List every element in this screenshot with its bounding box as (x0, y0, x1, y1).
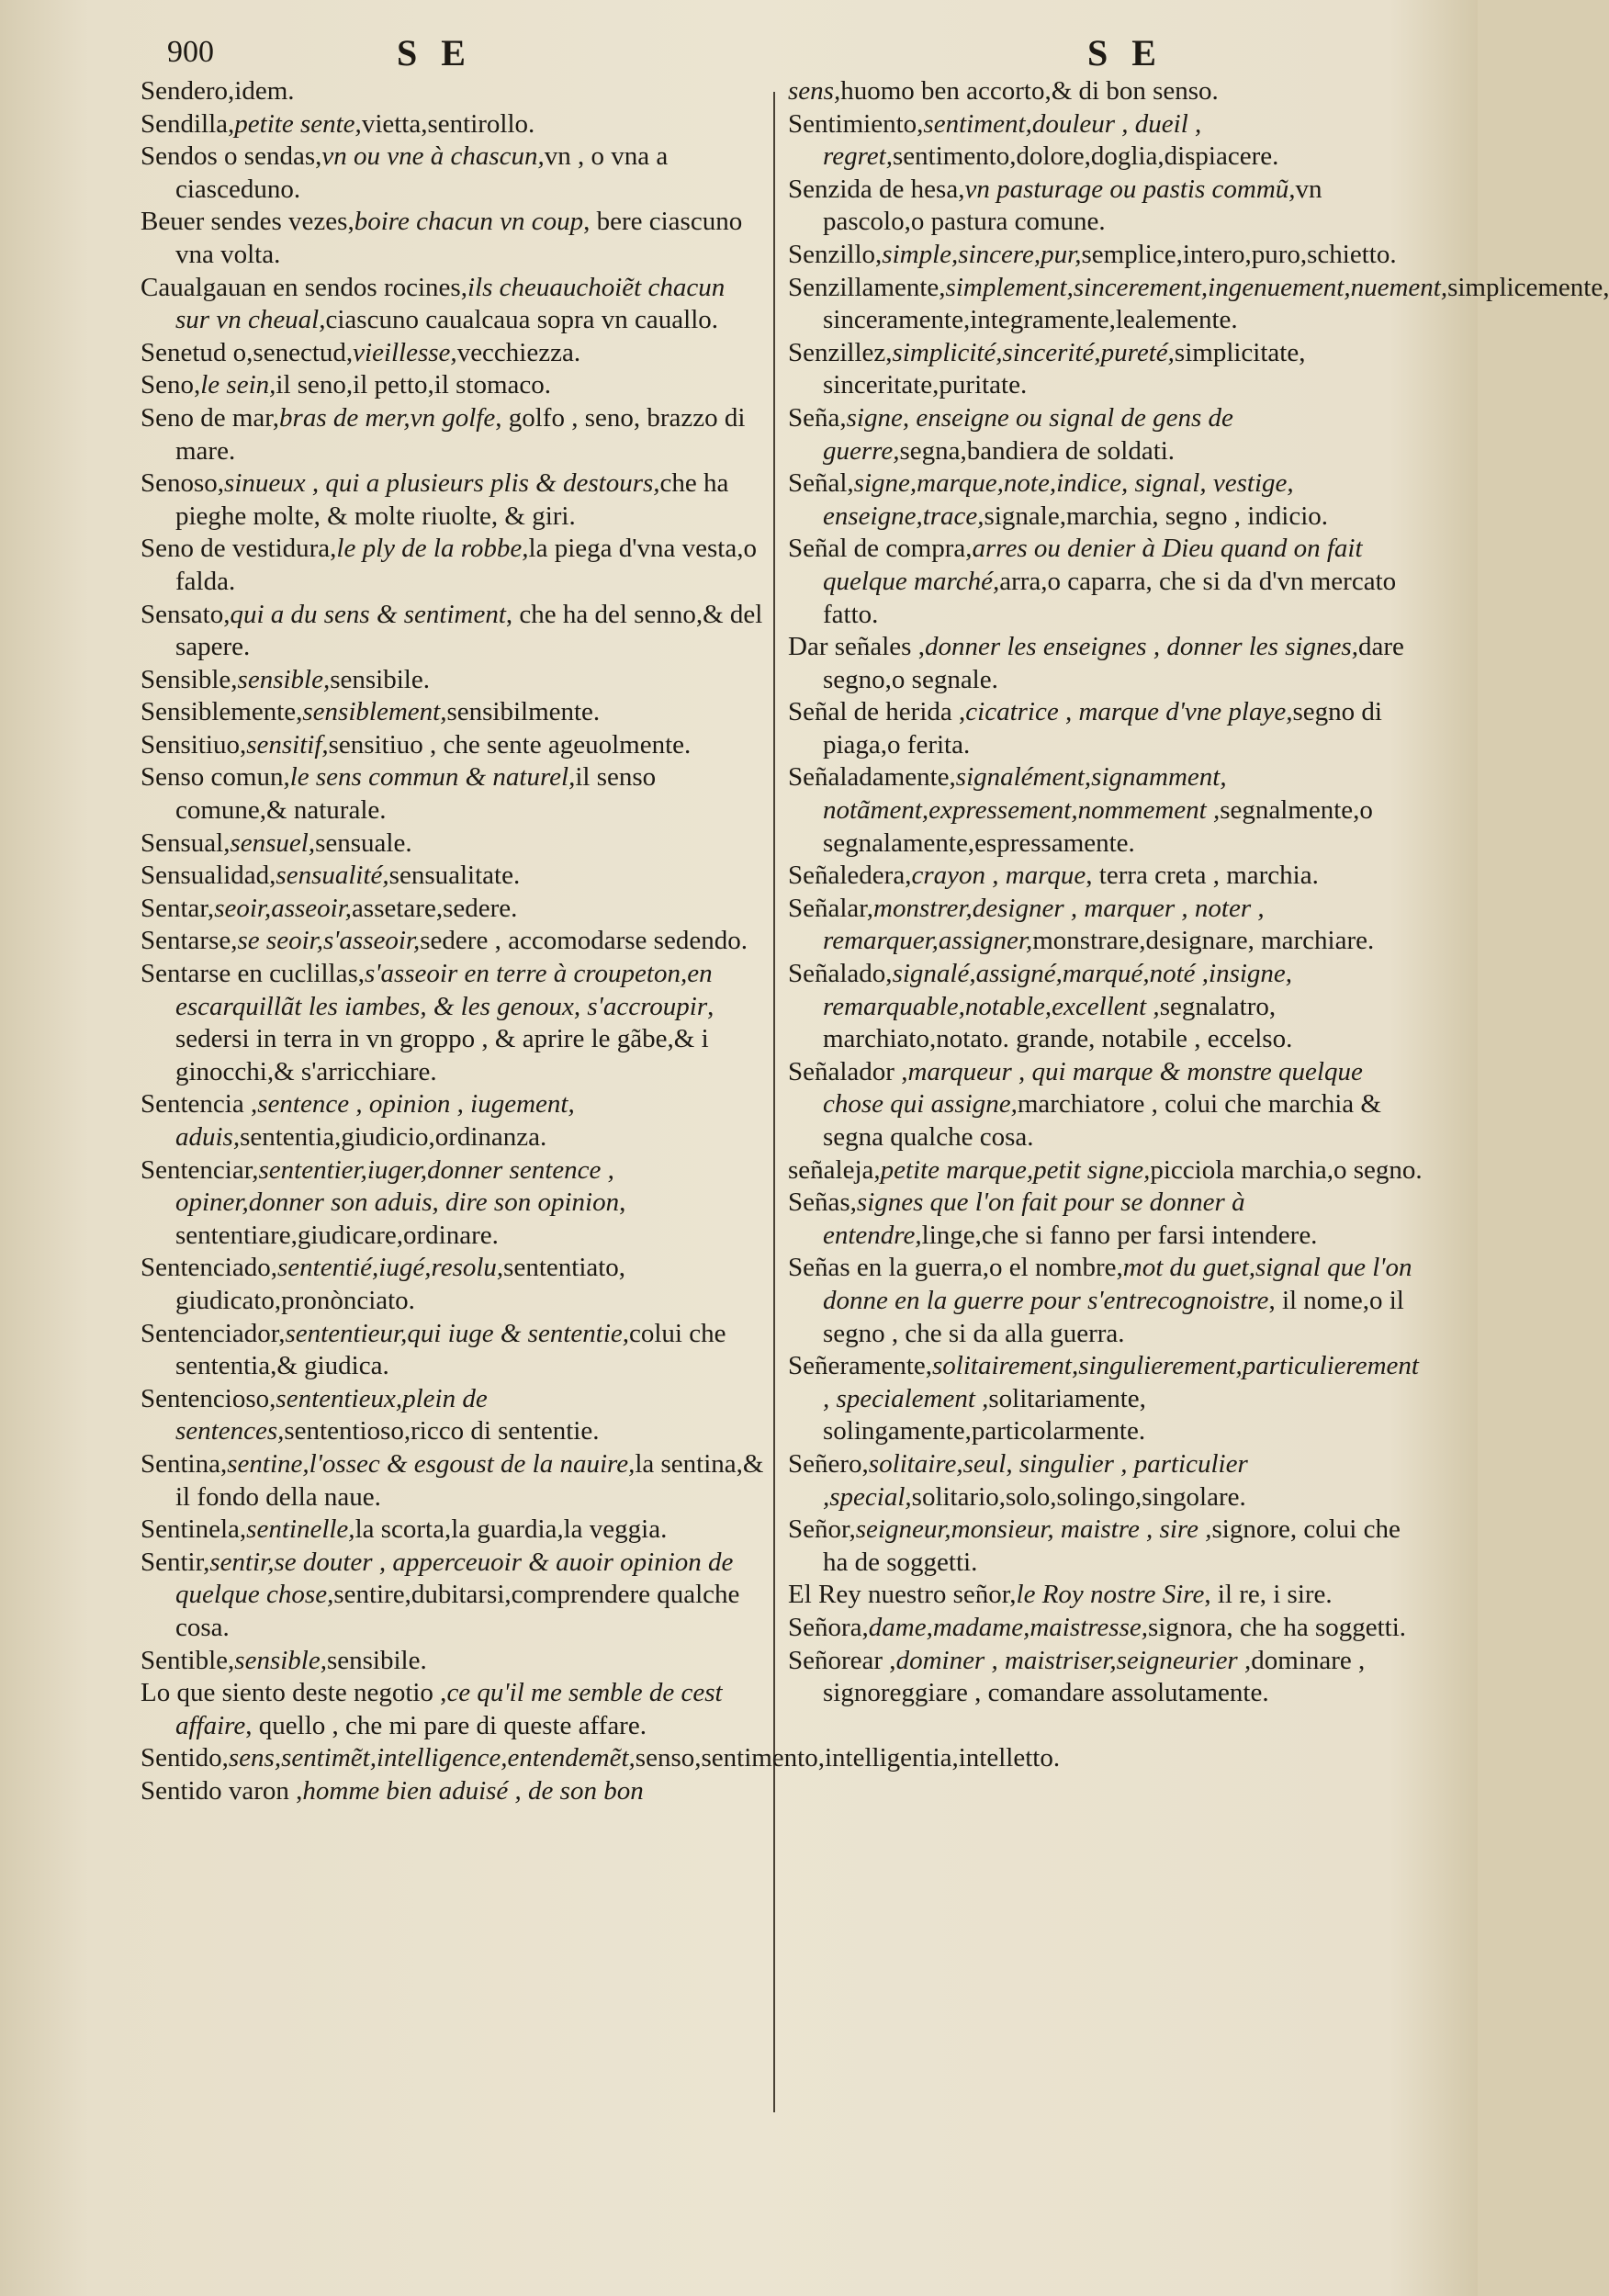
page-header (0, 28, 1478, 73)
dictionary-entry (141, 1252, 765, 1317)
italian-translation: il seno,il petto,il stomaco. (276, 370, 552, 400)
headword: Seno, (141, 370, 201, 400)
italian-translation: la scorta,la guardia,la veggia. (354, 1514, 668, 1545)
french-translation: monstrer,designer , marquer , noter , remarquer,assigner, (823, 893, 1265, 956)
dictionary-entry (788, 402, 1423, 467)
italian-translation: sentimento,dolore,doglia,dispiacere. (892, 141, 1279, 172)
dictionary-entry (788, 337, 1423, 402)
french-translation: mot du guet,signal que l'on donne en la guerre pour s'entrecognoistre (823, 1253, 1412, 1315)
headword: Sentir, (141, 1547, 210, 1577)
dictionary-entry (141, 1645, 765, 1678)
headword: Senzillo, (788, 239, 883, 269)
french-translation: vieillesse, (353, 337, 457, 367)
italian-translation: sensibile. (330, 664, 430, 694)
italian-translation: , sententiare,giudicare,ordinare. (175, 1187, 626, 1250)
french-translation: marqueur , qui marque & monstre quelque chose qui assigne, (823, 1056, 1363, 1120)
italian-translation: simplicitate, sinceritate,puritate. (823, 337, 1306, 400)
french-translation: crayon , marque (911, 861, 1086, 891)
dictionary-entry (141, 467, 765, 533)
dictionary-entry (141, 272, 765, 337)
dictionary-entry (141, 1318, 765, 1383)
dictionary-entry (141, 1383, 765, 1448)
french-translation: signalément,signamment, notãment,expressement,nommement , (823, 762, 1227, 826)
dictionary-entry (141, 761, 765, 827)
headword: Señeramente, (788, 1351, 933, 1381)
dictionary-entry (141, 599, 765, 664)
headword: Sensiblemente, (141, 697, 303, 727)
french-translation: sententié,iugé,resolu, (276, 1253, 504, 1283)
headword: Señorear , (788, 1645, 896, 1675)
french-translation: dominer , maistriser,seigneurier , (895, 1645, 1252, 1675)
headword: Beuer sendes vezes, (141, 207, 354, 237)
headword: señaleja, (788, 1154, 881, 1185)
headword: Sendilla, (141, 108, 235, 139)
french-translation: sinueux , qui a plusieurs plis & destours, (224, 468, 660, 499)
headword: Sensible, (141, 664, 238, 694)
dictionary-entry (788, 1579, 1423, 1612)
french-translation: simple,sincere,pur, (882, 239, 1082, 269)
dictionary-entry (141, 893, 765, 926)
italian-translation: sententia,giudicio,ordinanza. (240, 1122, 547, 1152)
italian-translation: , il re, i sire. (1204, 1580, 1333, 1610)
italian-translation: marchiatore , colui che marchia & segna qualche cosa. (823, 1089, 1381, 1152)
french-translation: seigneur,monsieur, maistre , sire , (855, 1514, 1212, 1545)
headword: Sentencia , (141, 1089, 258, 1120)
headword: Senetud o,senectud, (141, 337, 354, 367)
dictionary-entry (141, 533, 765, 598)
headword: Señal de compra, (788, 534, 973, 564)
dictionary-entry (788, 174, 1423, 239)
italian-translation: vecchiezza. (456, 337, 581, 367)
dictionary-entry (788, 1154, 1423, 1187)
dictionary-entry (788, 75, 1423, 108)
italian-translation: simplicemente, sinceramente,integramente,lealemente. (823, 272, 1609, 335)
french-translation: sens,sentimẽt,intelligence,entendemẽt, (228, 1743, 636, 1773)
french-translation: donner les enseignes , donner les signes, (924, 632, 1358, 662)
french-translation: le sens commun & naturel, (289, 762, 576, 793)
dictionary-entry (141, 1514, 765, 1547)
headword: Seno de vestidura, (141, 534, 337, 564)
dictionary-entry (788, 1056, 1423, 1154)
italian-translation: semplice,intero,puro,schietto. (1081, 239, 1397, 269)
dictionary-entry (141, 860, 765, 893)
headword: Señalado, (788, 959, 893, 989)
french-translation: sentinelle, (246, 1514, 355, 1545)
dictionary-entry (141, 1742, 1061, 1775)
headword: Sentimiento, (788, 108, 924, 139)
headword: Lo que siento deste negotio , (141, 1678, 447, 1708)
italian-translation: solitario,solo,solingo,singolare. (911, 1481, 1246, 1512)
italian-translation: ciascuno caualcaua sopra vn cauallo. (325, 305, 719, 335)
headword: Señas, (788, 1187, 857, 1218)
headword: Senoso, (141, 468, 225, 499)
headword: Señaledera, (788, 861, 912, 891)
headword: Caualgauan en sendos rocines, (141, 272, 467, 302)
french-translation: se seoir,s'asseoir, (237, 926, 421, 956)
headword: Senzillamente, (788, 272, 946, 302)
headword: Señaladamente, (788, 762, 956, 793)
french-translation: boire chacun vn coup (354, 207, 584, 237)
french-translation: signe,marque,note,indice, signal, vestige, enseigne,trace, (823, 468, 1294, 531)
dictionary-entry (788, 533, 1423, 631)
headword: Sentencioso, (141, 1383, 276, 1413)
french-translation: homme bien aduisé , de son bon (302, 1775, 644, 1806)
italian-translation: vietta,sentirollo. (361, 108, 535, 139)
italian-translation: sensualitate. (388, 861, 521, 891)
italian-translation: idem. (234, 76, 295, 106)
headword: Sensual, (141, 827, 231, 858)
headword: Seña, (788, 402, 847, 433)
dictionary-entry (788, 239, 1423, 272)
headword: Sentenciador, (141, 1318, 286, 1348)
running-head-left: S E (397, 32, 473, 73)
dictionary-entry (141, 1154, 765, 1253)
dictionary-entry (141, 1775, 765, 1808)
italian-translation: che ha pieghe molte, & molte riuolte, & giri. (175, 468, 729, 531)
dictionary-entry (141, 206, 765, 271)
headword: Sentible, (141, 1645, 235, 1675)
french-translation: ce qu'il me semble de cest affaire (175, 1678, 723, 1740)
french-translation: sensible, (237, 664, 331, 694)
dictionary-entry (788, 108, 1423, 174)
dictionary-entry (788, 1612, 1423, 1645)
italian-translation: signale,marchia, segno , indicio. (984, 501, 1329, 531)
dictionary-entry (788, 1350, 1423, 1448)
french-translation: qui a du sens & sentiment (230, 599, 506, 629)
headword: El Rey nuestro señor, (788, 1580, 1017, 1610)
french-translation: sensuel, (230, 827, 316, 858)
italian-translation: vn pascolo,o pastura comune. (823, 174, 1322, 237)
french-translation: le sein, (200, 370, 276, 400)
dictionary-entry (788, 467, 1423, 533)
headword: Sentarse en cuclillas, (141, 959, 365, 989)
french-translation: sententieur,qui iuge & sententie, (285, 1318, 629, 1348)
dictionary-entry (141, 1677, 765, 1742)
french-translation: le ply de la robbe, (336, 534, 529, 564)
dictionary-entry (788, 1645, 1423, 1710)
french-translation: sententier,iuger,donner sentence , opiner,donner son aduis, dire son opinion (175, 1154, 620, 1218)
dictionary-entry (141, 337, 765, 370)
french-translation: sententieux,plein de sentences, (175, 1383, 488, 1446)
french-translation: sensualité, (276, 861, 389, 891)
italian-translation: , sedersi in terra in vn groppo , & aprire le gãbe,& i ginocchi,& s'arricchiare. (175, 991, 714, 1086)
headword: Sentido varon , (141, 1775, 303, 1806)
italian-translation: linge,che si fanno per farsi intendere. (921, 1220, 1318, 1250)
french-translation: s'asseoir en terre à croupeton,en escarquillãt les iambes, & les genoux, s'accroupir (175, 959, 713, 1021)
headword: Sensualidad, (141, 861, 276, 891)
headword: Sendos o sendas, (141, 141, 322, 172)
headword: Sentarse, (141, 926, 238, 956)
italian-translation: , che ha del senno,& del sapere. (175, 599, 763, 662)
italian-translation: signore, colui che ha de soggetti. (823, 1514, 1401, 1577)
italian-translation: , bere ciascuno vna volta. (175, 207, 743, 269)
headword: Dar señales , (788, 632, 925, 662)
dictionary-entry (141, 75, 765, 108)
italian-translation: assetare,sedere. (352, 893, 518, 923)
italian-translation: sententioso,ricco di sententie. (284, 1416, 600, 1446)
dictionary-entry (141, 958, 765, 1088)
french-translation: le Roy nostre Sire (1016, 1580, 1205, 1610)
french-translation: simplement,sincerement,ingenuement,nuement, (945, 272, 1448, 302)
italian-translation: huomo ben accorto,& di bon senso. (840, 76, 1219, 106)
italian-translation: segna,bandiera de soldati. (899, 435, 1176, 466)
italian-translation: dare segno,o segnale. (823, 632, 1404, 694)
french-translation: simplicité,sincerité,pureté, (892, 337, 1175, 367)
italian-translation: vn , o vna a ciasceduno. (175, 141, 669, 204)
italian-translation: segno di piaga,o ferita. (823, 697, 1382, 760)
french-translation: vn ou vne à chascun, (321, 141, 545, 172)
italian-translation: sedere , accomodarse sedendo. (420, 926, 748, 956)
french-translation: sensible, (234, 1645, 327, 1675)
dictionary-entry (141, 108, 765, 141)
italian-translation: sensibilmente. (446, 697, 601, 727)
headword: Senzida de hesa, (788, 174, 965, 204)
dictionary-entry (141, 402, 765, 467)
french-translation: sentine,l'ossec & esgoust de la nauire, (227, 1448, 636, 1479)
italian-translation: signora, che ha soggetti. (1147, 1612, 1407, 1642)
dictionary-entry (788, 696, 1423, 761)
dictionary-entry (141, 827, 765, 861)
running-head-right: S E (1087, 32, 1164, 73)
french-translation: ils cheuauchoiẽt chacun sur vn cheual, (175, 272, 726, 335)
italian-translation: segnalatro, marchiato,notato. grande, notabile , eccelso. (823, 991, 1293, 1054)
dictionary-entry (141, 369, 765, 402)
italian-translation: picciola marchia,o segno. (1150, 1154, 1423, 1185)
italian-translation: dominare , signoreggiare , comandare assolutamente. (823, 1645, 1366, 1708)
french-translation: sens, (788, 76, 841, 106)
dictionary-entry (141, 729, 765, 762)
french-translation: solitaire,seul, singulier , particulier ,special, (823, 1448, 1248, 1512)
italian-translation: segnalmente,o segnalamente,espressamente. (823, 795, 1373, 858)
dictionary-entry (788, 1514, 1423, 1579)
italian-translation: colui che sententia,& giudica. (175, 1318, 726, 1381)
dictionary-entry (788, 893, 1423, 958)
headword: Señal, (788, 468, 854, 499)
headword: Señalador , (788, 1056, 908, 1086)
headword: Senso comun, (141, 762, 290, 793)
dictionary-entry (141, 1547, 765, 1645)
headword: Sentido, (141, 1743, 229, 1773)
italian-translation: la sentina,& il fondo della naue. (175, 1448, 764, 1512)
french-translation: arres ou denier à Dieu quand on fait quelque marché, (823, 534, 1363, 596)
dictionary-entry (141, 664, 765, 697)
headword: Seno de mar, (141, 402, 280, 433)
french-translation: petite sente, (234, 108, 362, 139)
french-translation: cicatrice , marque d'vne playe, (965, 697, 1293, 727)
french-translation: signes que l'on fait pour se donner à entendre, (823, 1187, 1245, 1250)
french-translation: sensiblement, (302, 697, 447, 727)
dictionary-entry (141, 696, 765, 729)
dictionary-entry (788, 1187, 1423, 1252)
italian-translation: monstrare,designare, marchiare. (1032, 926, 1375, 956)
dictionary-entry (788, 958, 1423, 1056)
headword: Sentinela, (141, 1514, 247, 1545)
right-column (788, 75, 1609, 1710)
italian-translation: senso,sentimento,intelligentia,intelletto. (635, 1743, 1061, 1773)
french-translation: petite marque,petit signe, (880, 1154, 1151, 1185)
headword: Senzillez, (788, 337, 893, 367)
headword: Señero, (788, 1448, 869, 1479)
french-translation: sentiment,douleur , dueil , regret, (823, 108, 1202, 172)
italian-translation: , terra creta , marchia. (1086, 861, 1319, 891)
french-translation: vn pasturage ou pastis commũ, (964, 174, 1296, 204)
dictionary-entry (141, 1448, 765, 1514)
dictionary-entry (788, 761, 1423, 860)
headword: Sendero, (141, 76, 235, 106)
headword: Sentar, (141, 893, 215, 923)
dictionary-entry (141, 141, 765, 206)
italian-translation: sensitiuo , che sente ageuolmente. (328, 729, 692, 760)
french-translation: sentir,se douter , apperceuoir & auoir opinion de quelque chose, (175, 1547, 734, 1610)
italian-translation: il senso comune,& naturale. (175, 762, 657, 826)
dictionary-entry (141, 925, 765, 958)
headword: Sentenciado, (141, 1253, 277, 1283)
italian-translation: solitariamente, solingamente,particolarmente. (823, 1383, 1146, 1446)
italian-translation: , golfo , seno, brazzo di mare. (175, 402, 746, 466)
dictionary-entry (788, 1448, 1423, 1514)
french-translation: dame,madame,maistresse, (868, 1612, 1148, 1642)
dictionary-entry (788, 631, 1423, 696)
italian-translation: sensibile. (326, 1645, 427, 1675)
headword: Señora, (788, 1612, 869, 1642)
french-translation: signalé,assigné,marqué,noté ,insigne, remarquable,notable,excellent , (823, 959, 1293, 1021)
italian-translation: sententiato, giudicato,pronònciato. (175, 1253, 626, 1315)
italian-translation: arra,o caparra, che si da d'vn mercato fatto. (823, 566, 1397, 629)
dictionary-entry (788, 860, 1423, 893)
italian-translation: sensuale. (315, 827, 412, 858)
italian-translation: , quello , che mi pare di queste affare. (245, 1710, 647, 1740)
headword: Señas en la guerra,o el nombre, (788, 1253, 1123, 1283)
column-divider (773, 92, 775, 2112)
italian-translation: sentire,dubitarsi,comprendere qualche cosa. (175, 1580, 740, 1642)
dictionary-entry (141, 1088, 765, 1154)
headword: Señor, (788, 1514, 856, 1545)
french-translation: bras de mer,vn golfe (279, 402, 496, 433)
french-translation: sentence , opinion , iugement, aduis, (175, 1089, 575, 1152)
french-translation: seoir,asseoir, (214, 893, 353, 923)
headword: Señal de herida , (788, 697, 966, 727)
italian-translation: la piega d'vna vesta,o falda. (175, 534, 757, 596)
french-translation: solitairement,singulierement,particulierement , specialement , (823, 1351, 1419, 1413)
page-number: 900 (167, 35, 214, 69)
headword: Sentina, (141, 1448, 228, 1479)
french-translation: sensitif, (246, 729, 329, 760)
headword: Señalar, (788, 893, 874, 923)
french-translation: signe, enseigne ou signal de gens de guerre, (823, 402, 1233, 466)
headword: Sensato, (141, 599, 231, 629)
headword: Sensitiuo, (141, 729, 247, 760)
headword: Sentenciar, (141, 1154, 259, 1185)
dictionary-entry (788, 1252, 1423, 1350)
dictionary-entry (788, 272, 1609, 337)
italian-translation: , il nome,o il segno , che si da alla guerra. (823, 1285, 1404, 1348)
